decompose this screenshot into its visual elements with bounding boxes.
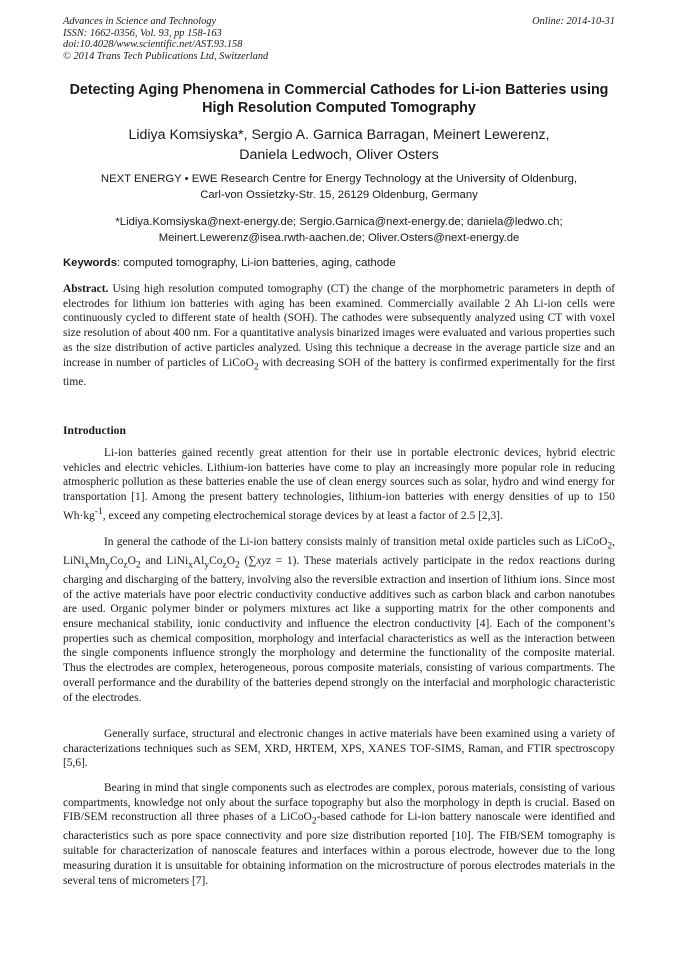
affiliation-line-1: NEXT ENERGY • EWE Research Centre for Energy Technology at the University of Oldenburg, [100, 173, 578, 185]
p2-s1: 2 [607, 540, 613, 552]
journal-name: Advances in Science and Technology [63, 16, 217, 27]
paragraph-3: Generally surface, structural and electronic changes in active materials have been examined using a variety of characterizations techniques such as SEM, XRD, HRTEM, XPS, XANES TOF-SIMS, Raman, and FTIR spectroscopy [5,6]. [63, 728, 615, 770]
p1-sup: -1 [94, 505, 103, 517]
p4-text-b: -based cathode for Li-ion battery nanoscale were identified and characteristics such as pore space connectivity and pore size distribution reported [10]. The FIB/SEM tomography is suitable for characterization of nanoscale features and interfaces within a porous electrode, however due to the long measuring duration it is unsuitable for obtaining information on the microstructure of porous electrodes materials in the several tens of micrometers [7]. [63, 811, 616, 887]
abstract-text-a: Using high resolution computed tomography (CT) the change of the morphometric parameters in depth of electrodes for lithium ion batteries with aging has been examined. Commercially available 2 Ah Li-ion cells were continuously cycled to different state of health (SOH). The cathodes were subsequently analyzed using CT with voxel size resolution of about 400 nm. For a quantitative analysis binarized images were evaluated and various properties such as the size distribution of active particles analyzed. Using this technique a decrease in the average particle size and an increase in number of particles of LiCoO [63, 283, 615, 369]
p2-i: O [226, 554, 235, 567]
issn-line: ISSN: 1662-0356, Vol. 93, pp 158-163 [63, 27, 222, 39]
p2-a: In general the cathode of the Li-ion battery consists mainly of transition metal oxide particles such as LiCoO [104, 536, 608, 548]
paragraph-1 [63, 446, 615, 523]
abstract [63, 282, 615, 389]
emails-line-1: *Lidiya.Komsiyska@next-energy.de; Sergio.Garnica@next-energy.de; daniela@ledwo.ch; [115, 216, 563, 228]
abstract-sub: 2 [253, 360, 259, 372]
p1-text-a: Li-ion batteries gained recently great attention for their use in portable electronic devices, hybrid electric vehicles and electric vehicles. Lithium-ion batteries have come to play an increasingly more popular role in reducing atmospheric pollution as these batteries enable the use of clean energy sources such as solar, hydro and wind energy for transportation [1]. Among the present battery technologies, lithium-ion batteries with energy densities of up to 150 Wh·kg [63, 447, 615, 522]
p2-s2: x [84, 559, 90, 571]
authors-line-1: Lidiya Komsiyska*, Sergio A. Garnica Barragan, Meinert Lewerenz, [128, 127, 550, 143]
p2-s4: z [123, 559, 128, 571]
email-list [63, 215, 615, 246]
p2-s9: 2 [234, 559, 240, 571]
p2-s3: y [105, 559, 111, 571]
p2-d: Co [110, 554, 124, 567]
p2-e: O [127, 554, 136, 567]
p2-g: Al [192, 554, 205, 567]
p2-s6: x [188, 559, 193, 571]
author-list [63, 126, 615, 165]
p2-k: = 1). These materials actively participate in the redox reactions during charging and discharging of the battery, involving also the reversible extraction and insertion of lithium ions. Since most of the active materials have poor electric conductivity conductive additives such as carbon black and carbon nanotubes are used. Organic polymer binder or polymers mixtures act like a supporting matrix for the other components and ensure mechanical stability, ionic conductivity and influence the electron conductivity [4]. Each of the component’s properties such as chemical composition, morphology and interfacial characteristics as well as the interaction between the single components influence strongly the morphology and determine the functionality of the composite material. Thus the electrodes are complex, heterogeneous, porous composite materials, consisting of various compartments. The overall performance and the durability of the batteries depend strongly on the interfacial and morphologic characteristic of the electrodes. [63, 554, 615, 704]
section-heading-introduction: Introduction [63, 424, 126, 437]
paragraph-2 [63, 535, 615, 705]
p2-xyz: xyz [256, 554, 272, 567]
p2-f: and LiNi [140, 554, 189, 567]
p4-sub: 2 [311, 815, 317, 827]
p2-j: (∑ [239, 554, 257, 567]
affiliation [63, 172, 615, 203]
p4-text-a: Bearing in mind that single components such as electrodes are complex, porous materials, consisting of various compartments, knowledge not only about the surface topography but also the morphology in depth is crucial. Based on FIB/SEM reconstruction all three phases of a LiCoO [63, 782, 615, 824]
journal-header [63, 16, 615, 62]
p2-s5: 2 [135, 559, 141, 571]
affiliation-line-2: Carl-von Ossietzky-Str. 15, 26129 Oldenburg, Germany [200, 188, 478, 201]
p2-h: Co [209, 554, 223, 567]
p2-c: Mn [89, 554, 106, 567]
p2-b: , LiNi [63, 536, 615, 567]
emails-line-2: Meinert.Lewerenz@isea.rwth-aachen.de; Oliver.Osters@next-energy.de [158, 231, 520, 244]
p2-s7: y [204, 559, 210, 571]
online-date: Online: 2014-10-31 [532, 16, 615, 27]
paper-title: Detecting Aging Phenomena in Commercial Cathodes for Li-ion Batteries using High Resolution Computed Tomography [69, 82, 609, 116]
copyright-line: © 2014 Trans Tech Publications Ltd, Switzerland [63, 50, 269, 62]
keywords [63, 256, 615, 271]
keywords-text: : computed tomography, Li-ion batteries, aging, cathode [117, 257, 396, 269]
paragraph-4 [63, 781, 615, 888]
abstract-label: Abstract. [63, 283, 109, 295]
p1-text-b: , exceed any competing electrochemical storage devices by at least a factor of 2.5 [2,3]. [102, 509, 503, 522]
p2-s8: z [222, 559, 227, 571]
abstract-text-b: with decreasing SOH of the battery is confirmed experimentally for the first time. [63, 356, 615, 388]
keywords-label: Keywords [63, 257, 117, 269]
authors-line-2: Daniela Ledwoch, Oliver Osters [239, 146, 439, 163]
doi-line: doi:10.4028/www.scientific.net/AST.93.158 [63, 39, 243, 51]
